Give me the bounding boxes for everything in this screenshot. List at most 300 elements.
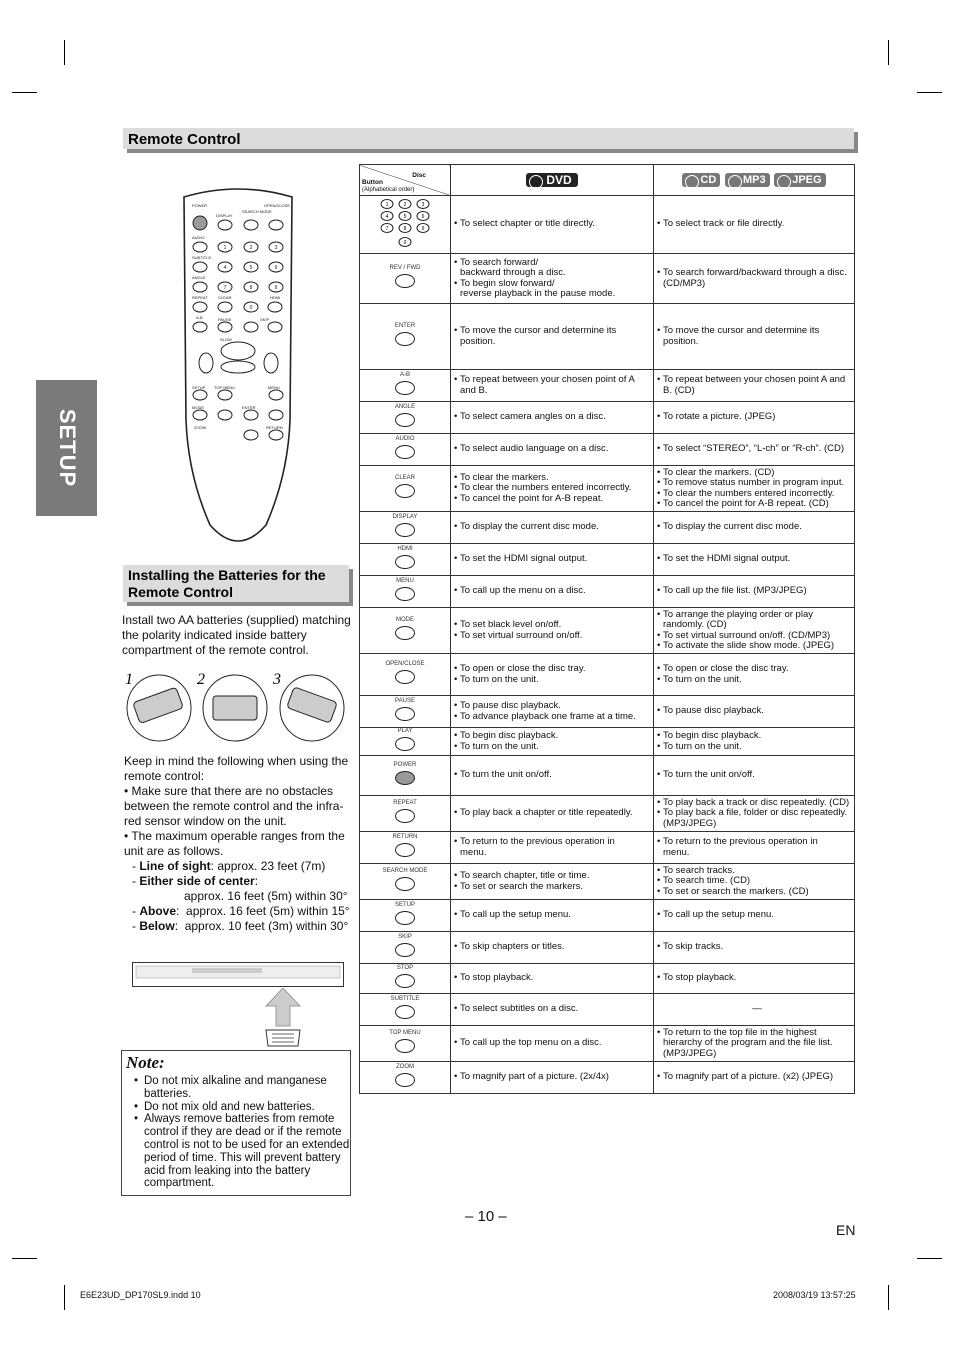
- setup-side-tab: [36, 380, 97, 516]
- function-line: • To set or search the markers. (CD): [657, 887, 851, 898]
- remote-usage-notes: [124, 754, 359, 934]
- dvd-function-cell: [451, 900, 654, 932]
- dvd-player-illustration: [132, 962, 344, 988]
- dvd-function-cell: [451, 832, 654, 864]
- function-line: • To move the cursor and determine its: [657, 326, 851, 337]
- remote-digit: 1: [223, 245, 227, 251]
- button-cell: [360, 434, 451, 466]
- remote-button-icon: [395, 974, 415, 988]
- cd-mp3-jpeg-function-cell: [654, 254, 855, 304]
- table-row: [360, 544, 855, 576]
- step-number: 3: [273, 672, 281, 688]
- button-name: POWER: [393, 762, 417, 769]
- remote-label-skip: SKIP: [260, 317, 270, 322]
- remote-button-icon: [395, 274, 415, 288]
- remote-label-slow: SLOW: [220, 337, 232, 342]
- number-keys-icon: [375, 197, 435, 249]
- function-line: • To return to the previous operation in: [657, 837, 851, 848]
- dvd-function-cell: [451, 608, 654, 654]
- cd-mp3-jpeg-function-cell: [654, 728, 855, 756]
- function-line: (MP3/JPEG): [663, 817, 717, 829]
- button-name: SETUP: [394, 902, 415, 909]
- table-row: [360, 196, 855, 254]
- function-lines: [657, 973, 851, 984]
- function-line: • To set the HDMI signal output.: [657, 554, 851, 565]
- function-lines: [657, 942, 851, 953]
- function-line: reverse playback in the pause mode.: [460, 288, 616, 299]
- function-lines: [657, 522, 851, 533]
- button-cell: [360, 576, 451, 608]
- function-lines: [454, 1038, 650, 1049]
- cd-mp3-jpeg-function-cell: [654, 402, 855, 434]
- dvd-function-cell: [451, 544, 654, 576]
- function-line: • To begin slow forward/: [454, 279, 650, 290]
- button-cell: [360, 544, 451, 576]
- cd-logo: CD: [682, 173, 720, 188]
- remote-digit: 3: [274, 245, 278, 251]
- button-cell: [360, 512, 451, 544]
- arrow-up-icon: [258, 988, 308, 1048]
- function-line: • To select track or file directly.: [657, 219, 851, 230]
- function-line: • To return to the top file in the highest: [657, 1028, 851, 1039]
- button-cell: [360, 370, 451, 402]
- remote-button-icon: [395, 484, 415, 498]
- dvd-function-cell: [451, 932, 654, 964]
- function-line: • To return to the previous operation in: [454, 837, 650, 848]
- setup-tab-label: SETUP: [54, 408, 80, 488]
- button-name: MENU: [396, 578, 414, 585]
- function-lines: [657, 326, 851, 347]
- page-number: – 10 –: [465, 1208, 507, 1225]
- range-line-of-sight: - Line of sight: approx. 23 feet (7m): [132, 859, 326, 873]
- function-line: • To repeat between your chosen point of A: [454, 375, 650, 386]
- cd-mp3-jpeg-function-cell: [654, 544, 855, 576]
- cd-mp3-jpeg-function-cell: [654, 370, 855, 402]
- function-lines: [657, 706, 851, 717]
- button-cell: [360, 1062, 451, 1094]
- cd-mp3-jpeg-function-cell: [654, 994, 855, 1026]
- function-lines: [657, 375, 851, 396]
- cd-mp3-jpeg-function-cell: [654, 756, 855, 796]
- keep-bullet-ranges: • The maximum operable ranges from the unit are as follows.: [124, 829, 345, 858]
- table-row: [360, 1026, 855, 1062]
- dvd-function-cell: [451, 434, 654, 466]
- cd-mp3-jpeg-function-cell: [654, 304, 855, 370]
- button-name: TOP MENU: [389, 1030, 421, 1037]
- number-key-label: 0: [403, 239, 407, 246]
- remote-label-setup: SETUP: [192, 385, 206, 390]
- button-name: REV / FWD: [389, 265, 421, 272]
- function-line: • To select “STEREO”, “L-ch” or “R-ch”. (CD): [657, 444, 851, 455]
- button-name: AUDIO: [395, 436, 415, 443]
- range-either-side-value: approx. 16 feet (5m) within 30°: [184, 889, 348, 903]
- function-lines: [657, 468, 851, 510]
- function-lines: [454, 701, 650, 722]
- button-name: CLEAR: [394, 475, 415, 482]
- function-lines: [454, 375, 650, 396]
- function-lines: [454, 770, 650, 781]
- button-name: HDMI: [397, 546, 413, 553]
- function-lines: [454, 444, 650, 455]
- remote-label-return: RETURN: [266, 425, 283, 430]
- remote-label-mode: MODE: [192, 405, 204, 410]
- dvd-function-cell: [451, 304, 654, 370]
- table-header-row: [360, 165, 855, 196]
- function-lines: [454, 731, 650, 752]
- cd-mp3-jpeg-function-cell: [654, 796, 855, 832]
- remote-label-display: DISPLAY: [216, 213, 233, 218]
- function-line: • To cancel the point for A-B repeat.: [454, 494, 650, 505]
- number-key-label: 4: [385, 213, 389, 220]
- remote-button-icon: [395, 413, 415, 427]
- table-row: [360, 576, 855, 608]
- remote-button-icon: [395, 809, 415, 823]
- remote-label-zoom: ZOOM: [194, 425, 206, 430]
- cd-mp3-jpeg-function-cell: [654, 832, 855, 864]
- dvd-function-cell: [451, 512, 654, 544]
- button-cell: [360, 964, 451, 994]
- function-line: • To pause disc playback.: [454, 701, 650, 712]
- number-key-label: 2: [403, 201, 407, 208]
- function-lines: [454, 620, 650, 641]
- button-name: ENTER: [394, 323, 416, 330]
- cd-mp3-jpeg-function-cell: [654, 434, 855, 466]
- function-line: hierarchy of the program and the file list.: [663, 1037, 833, 1049]
- table-row: [360, 696, 855, 728]
- crop-mark: [64, 40, 65, 65]
- function-lines: [657, 731, 851, 752]
- button-name: REPEAT: [393, 800, 417, 807]
- button-name: SUBTITLE: [390, 996, 420, 1003]
- function-lines: [657, 1072, 851, 1083]
- table-row: [360, 728, 855, 756]
- function-line: • To call up the setup menu.: [657, 910, 851, 921]
- crop-mark: [917, 1258, 942, 1259]
- dvd-function-cell: [451, 654, 654, 696]
- crop-mark: [64, 1285, 65, 1310]
- function-line: • To move the cursor and determine its: [454, 326, 650, 337]
- function-line: • To set the HDMI signal output.: [454, 554, 650, 565]
- function-lines: [454, 1072, 650, 1083]
- note-item: • Do not mix old and new batteries.: [134, 1101, 350, 1114]
- remote-button-icon: [395, 771, 415, 785]
- dvd-function-cell: [451, 756, 654, 796]
- note-title: Note:: [126, 1053, 165, 1072]
- function-line: • To play back a file, folder or disc repeatedly.: [657, 808, 851, 819]
- button-name: RETURN: [392, 834, 418, 841]
- function-lines: [454, 973, 650, 984]
- function-line: menu.: [460, 846, 487, 858]
- table-row: [360, 994, 855, 1026]
- remote-button-icon: [395, 877, 415, 891]
- function-line: • To clear the markers. (CD): [657, 468, 851, 479]
- button-cell: [360, 304, 451, 370]
- function-line: • To pause disc playback.: [657, 706, 851, 717]
- crop-mark: [888, 40, 889, 65]
- function-lines: [454, 942, 650, 953]
- function-line: • To search chapter, title or time.: [454, 871, 650, 882]
- function-lines: [657, 770, 851, 781]
- remote-button-icon: [395, 943, 415, 957]
- function-lines: [454, 258, 650, 300]
- note-item: • Always remove batteries from remote control if they are dead or if the remote control is not to be used for an extended period of time. This will prevent battery acid from leaking into the battery compartment.: [134, 1113, 350, 1190]
- function-line: • To remove status number in program input.: [657, 478, 851, 489]
- footer-file: E6E23UD_DP170SL9.indd 10: [80, 1290, 201, 1300]
- function-lines: [657, 412, 851, 423]
- button-cell: [360, 864, 451, 900]
- number-key-label: 3: [421, 201, 425, 208]
- function-lines: [454, 1004, 650, 1015]
- function-lines: [657, 1004, 851, 1015]
- function-lines: [454, 664, 650, 685]
- button-cell: [360, 196, 451, 254]
- dvd-function-cell: [451, 370, 654, 402]
- remote-label-menu: MENU: [268, 385, 280, 390]
- function-line: • To call up the top menu on a disc.: [454, 1038, 650, 1049]
- function-line: backward through a disc.: [460, 267, 566, 278]
- remote-label-angle: ANGLE: [192, 275, 206, 280]
- function-line: • To set or search the markers.: [454, 882, 650, 893]
- note-item: • Do not mix alkaline and manganese batteries.: [134, 1075, 350, 1101]
- remote-digit: 8: [249, 285, 253, 291]
- range-above: - Above: approx. 16 feet (5m) within 15°: [132, 904, 350, 918]
- table-body: [360, 165, 855, 1094]
- table-corner-cell: [360, 165, 451, 196]
- button-cell: [360, 254, 451, 304]
- function-lines: [454, 554, 650, 565]
- function-line: • To skip chapters or titles.: [454, 942, 650, 953]
- remote-button-icon: [395, 445, 415, 459]
- remote-button-icon: [395, 737, 415, 751]
- function-lines: [454, 412, 650, 423]
- cd-mp3-jpeg-function-cell: [654, 654, 855, 696]
- remote-digit: 7: [223, 285, 227, 291]
- remote-label-clear: CLEAR: [218, 295, 232, 300]
- function-line: • To turn on the unit.: [454, 675, 650, 686]
- function-line: • To set virtual surround on/off. (CD/MP3): [657, 631, 851, 642]
- remote-label-enter: ENTER: [242, 405, 256, 410]
- button-cell: [360, 932, 451, 964]
- number-key-label: 5: [403, 213, 407, 220]
- range-either-side: - Either side of center:: [132, 874, 259, 888]
- function-lines: [657, 837, 851, 858]
- step-number: 1: [125, 672, 133, 688]
- table-row: [360, 254, 855, 304]
- cd-mp3-jpeg-function-cell: [654, 512, 855, 544]
- crop-mark: [917, 92, 942, 93]
- function-line: • To call up the setup menu.: [454, 910, 650, 921]
- button-cell: [360, 466, 451, 512]
- footer-date: 2008/03/19 13:57:25: [773, 1290, 856, 1300]
- function-lines: [657, 219, 851, 230]
- table-row: [360, 304, 855, 370]
- button-name: MODE: [396, 617, 414, 624]
- function-lines: [454, 837, 650, 858]
- function-line: • To display the current disc mode.: [454, 522, 650, 533]
- function-line: • To advance playback one frame at a time.: [454, 712, 650, 723]
- button-name: STOP: [396, 965, 414, 972]
- remote-label-repeat: REPEAT: [192, 295, 208, 300]
- function-line: • To turn the unit on/off.: [657, 770, 851, 781]
- remote-button-icon: [395, 911, 415, 925]
- language-code: EN: [836, 1222, 856, 1238]
- remote-button-icon: [395, 626, 415, 640]
- remote-button-icon: [395, 381, 415, 395]
- battery-steps-illustration: [125, 672, 350, 744]
- dvd-function-cell: [451, 466, 654, 512]
- remote-label-ab: A-B: [196, 315, 203, 320]
- button-cell: [360, 696, 451, 728]
- jpeg-logo: JPEG: [774, 173, 825, 188]
- keep-intro: Keep in mind the following when using the remote control:: [124, 754, 349, 783]
- remote-digit: 9: [274, 285, 278, 291]
- dvd-logo: DVD: [526, 173, 577, 188]
- function-lines: [454, 586, 650, 597]
- note-list: [122, 1075, 350, 1190]
- remote-digit: 6: [274, 265, 278, 271]
- cd-mp3-jpeg-function-cell: [654, 196, 855, 254]
- number-key-label: 8: [403, 225, 407, 232]
- corner-disc-label: Disc: [412, 172, 426, 179]
- function-lines: [454, 219, 650, 230]
- function-lines: [657, 866, 851, 898]
- cd-mp3-jpeg-function-cell: [654, 466, 855, 512]
- function-line: • To call up the menu on a disc.: [454, 586, 650, 597]
- function-line: menu.: [663, 846, 690, 858]
- mp3-logo: MP3: [725, 173, 770, 188]
- button-cell: [360, 900, 451, 932]
- button-cell: [360, 756, 451, 796]
- number-key-label: 7: [385, 225, 389, 232]
- function-line: position.: [460, 335, 496, 347]
- remote-label-hdmi: HDMI: [270, 295, 281, 300]
- range-below: - Below: approx. 10 feet (3m) within 30°: [132, 919, 349, 933]
- function-lines: [657, 554, 851, 565]
- function-lines: [657, 910, 851, 921]
- function-line: • To magnify part of a picture. (x2) (JPEG): [657, 1072, 851, 1083]
- cd-mp3-jpeg-function-cell: [654, 932, 855, 964]
- button-cell: [360, 796, 451, 832]
- number-key-label: 9: [421, 225, 425, 232]
- function-line: • To turn on the unit.: [657, 742, 851, 753]
- function-lines: [657, 798, 851, 830]
- table-row: [360, 466, 855, 512]
- corner-button-label: Button: [362, 179, 383, 186]
- table-row: [360, 1062, 855, 1094]
- table-row: [360, 402, 855, 434]
- function-line: position.: [663, 335, 699, 347]
- remote-button-icon: [395, 670, 415, 684]
- table-row: [360, 434, 855, 466]
- function-line: • To select audio language on a disc.: [454, 444, 650, 455]
- function-line: —: [752, 1003, 762, 1015]
- function-line: • To turn on the unit.: [657, 675, 851, 686]
- cd-mp3-jpeg-function-cell: [654, 964, 855, 994]
- remote-label-pause: PAUSE: [218, 317, 232, 322]
- remote-digit: 4: [223, 265, 227, 271]
- function-line: • To turn the unit on/off.: [454, 770, 650, 781]
- function-line: • To call up the file list. (MP3/JPEG): [657, 586, 851, 597]
- crop-mark: [12, 92, 37, 93]
- cd-mp3-jpeg-function-cell: [654, 696, 855, 728]
- dvd-column-header: [451, 165, 654, 196]
- remote-label-top-menu: TOP MENU: [214, 385, 235, 390]
- dvd-function-cell: [451, 864, 654, 900]
- batteries-title: Installing the Batteries for the Remote Control: [128, 567, 326, 600]
- dvd-function-cell: [451, 576, 654, 608]
- button-cell: [360, 994, 451, 1026]
- dvd-function-cell: [451, 796, 654, 832]
- function-lines: [657, 664, 851, 685]
- function-lines: [454, 910, 650, 921]
- remote-label-open-close: OPEN/CLOSE: [264, 203, 291, 208]
- dvd-function-cell: [451, 964, 654, 994]
- batteries-instructions: Install two AA batteries (supplied) matching the polarity indicated inside battery compartment of the remote control.: [122, 613, 351, 657]
- button-cell: [360, 608, 451, 654]
- function-line: • To activate the slide show mode. (JPEG): [657, 641, 851, 652]
- function-lines: [657, 268, 851, 289]
- button-name: ZOOM: [396, 1064, 414, 1071]
- function-line: • To begin disc playback.: [454, 731, 650, 742]
- button-cell: [360, 728, 451, 756]
- corner-order-label: (Alphabetical order): [362, 187, 415, 193]
- cd-mp3-jpeg-function-cell: [654, 1026, 855, 1062]
- remote-button-icon: [395, 587, 415, 601]
- step-number: 2: [197, 672, 205, 688]
- remote-label-subtitle: SUBTITLE: [192, 255, 212, 260]
- function-line: • To clear the numbers entered incorrectly.: [657, 489, 851, 500]
- function-line: • To cancel the point for A-B repeat. (CD): [657, 499, 851, 510]
- function-lines: [454, 522, 650, 533]
- button-name: SEARCH MODE: [382, 868, 428, 875]
- table-row: [360, 512, 855, 544]
- button-name: DISPLAY: [392, 514, 418, 521]
- button-name: PLAY: [397, 728, 413, 735]
- remote-button-icon: [395, 707, 415, 721]
- function-line: • To set virtual surround on/off.: [454, 631, 650, 642]
- cd-mp3-jpeg-function-cell: [654, 900, 855, 932]
- remote-digit: 2: [249, 245, 253, 251]
- remote-button-icon: [395, 1039, 415, 1053]
- cd-mp3-jpeg-function-cell: [654, 576, 855, 608]
- dvd-function-cell: [451, 1026, 654, 1062]
- section-title: Remote Control: [128, 131, 241, 148]
- function-lines: [454, 808, 650, 819]
- dvd-function-cell: [451, 402, 654, 434]
- button-cell: [360, 654, 451, 696]
- button-name: A-B: [399, 372, 410, 379]
- button-name: ANGLE: [394, 404, 416, 411]
- function-lines: [657, 586, 851, 597]
- button-name: OPEN/CLOSE: [385, 661, 425, 668]
- function-line: (CD/MP3): [663, 277, 706, 289]
- remote-button-icon: [395, 1005, 415, 1019]
- function-line: • To display the current disc mode.: [657, 522, 851, 533]
- section-header-remote-control: [123, 128, 854, 149]
- table-row: [360, 932, 855, 964]
- button-cell: [360, 832, 451, 864]
- number-key-label: 1: [385, 201, 389, 208]
- remote-button-icon: [395, 523, 415, 537]
- function-lines: [657, 1028, 851, 1060]
- button-name: PAUSE: [395, 698, 415, 705]
- function-line: • To search forward/backward through a disc.: [657, 268, 851, 279]
- function-line: • To select chapter or title directly.: [454, 219, 650, 230]
- disc-column-header: [654, 165, 855, 196]
- table-row: [360, 900, 855, 932]
- dvd-function-cell: [451, 696, 654, 728]
- remote-digit: 0: [249, 305, 253, 311]
